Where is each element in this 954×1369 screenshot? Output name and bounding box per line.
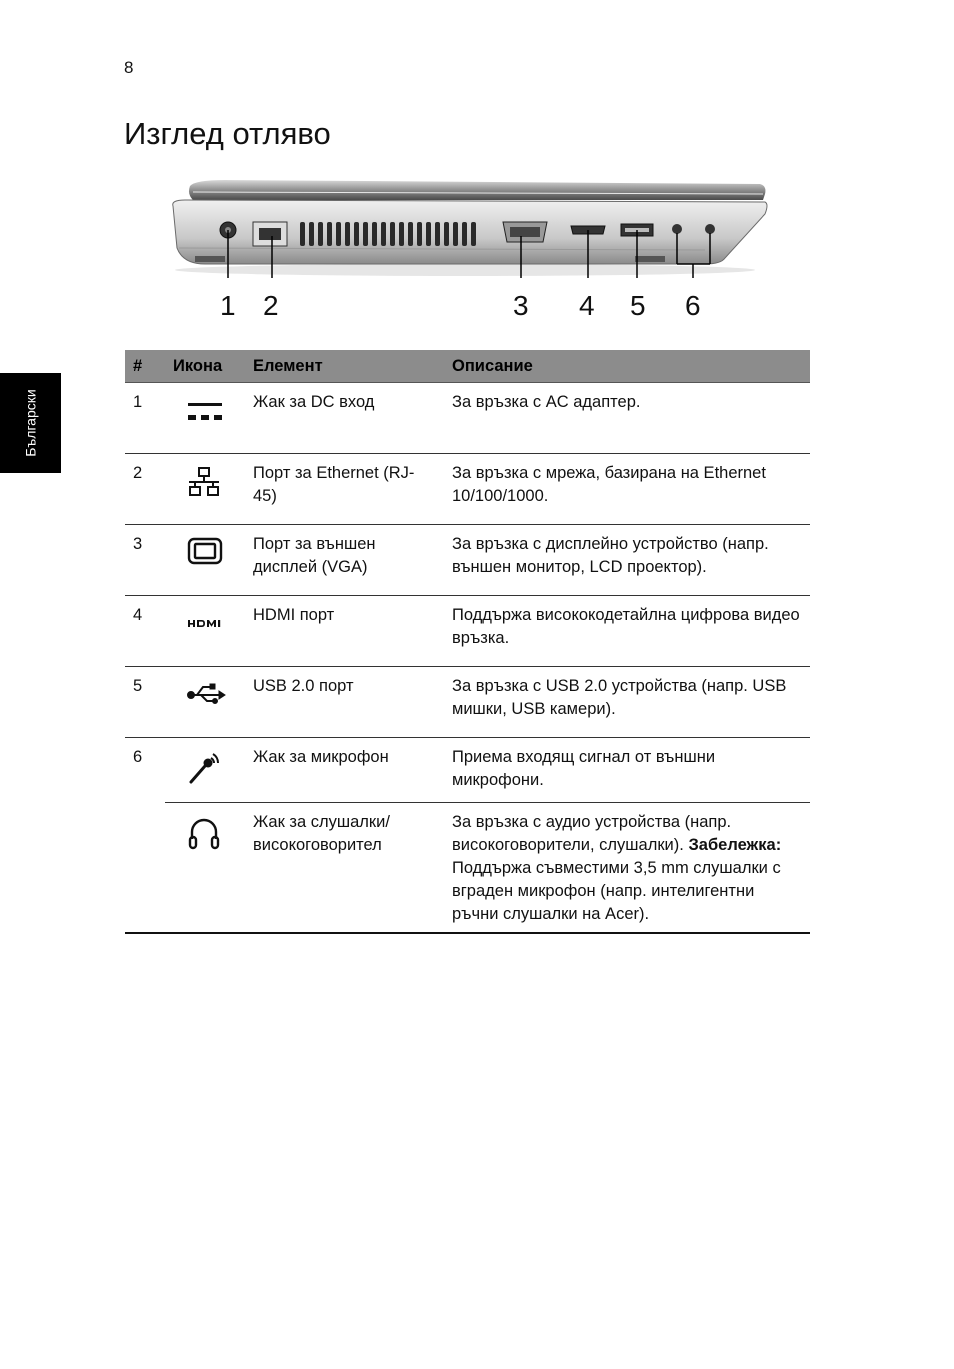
header-description: Описание [444,350,810,383]
callout-1: 1 [220,290,236,321]
row-element: USB 2.0 порт [245,667,444,738]
row-icon [165,454,245,525]
table-row [125,525,810,596]
table-row [125,667,810,738]
row-icon [165,667,245,738]
row-description-text: За връзка с аудио устройства (напр. високоговорители, слушалки). [452,813,732,854]
table-row [125,454,810,525]
page-title: Изглед отляво [124,116,331,151]
row-element: Жак за DC вход [245,383,444,454]
row-icon [165,383,245,454]
row-description: За връзка с мрежа, базирана на Ethernet 10/100/1000. [444,454,810,525]
row-description: Приема входящ сигнал от външни микрофони. [444,738,810,803]
row-element: Жак за микрофон [245,738,444,803]
row-number: 3 [125,525,165,596]
row-number: 4 [125,596,165,667]
callout-3: 3 [513,290,529,321]
row-description [444,803,810,934]
row-icon [165,803,245,934]
table-row [125,383,810,454]
dc-in-icon [187,395,223,423]
usb-icon [187,679,227,707]
headphones-icon [187,815,221,851]
note-text: Поддържа съвместими 3,5 mm слушалки с вграден микрофон (напр. интелигентни ръчни слушалки на Acer). [452,859,781,923]
language-side-tab [0,373,61,473]
table-row [125,596,810,667]
language-side-tab-label: Български [22,389,39,457]
callout-6: 6 [685,290,701,321]
row-element: HDMI порт [245,596,444,667]
ethernet-icon [187,466,221,498]
row-icon [165,738,245,803]
table-row [125,803,810,934]
row-description: Поддържа висококодетайлна цифрова видео връзка. [444,596,810,667]
row-element: Порт за външен дисплей (VGA) [245,525,444,596]
row-description: За връзка с дисплейно устройство (напр. външен монитор, LCD проектор). [444,525,810,596]
table-header-row [125,350,810,383]
row-element: Порт за Ethernet (RJ-45) [245,454,444,525]
row-icon [165,596,245,667]
row-element: Жак за слушалки/ високоговорител [245,803,444,934]
row-number: 5 [125,667,165,738]
row-number: 6 [125,738,165,934]
note-label: Забележка: [688,836,782,854]
callout-5: 5 [630,290,646,321]
laptop-left-side-illustration [165,178,775,278]
vga-icon [187,537,223,565]
table-row [125,738,810,803]
hdmi-icon [187,608,225,632]
row-description: За връзка с USB 2.0 устройства (напр. USB мишки, USB камери). [444,667,810,738]
microphone-icon [187,750,223,786]
callout-2: 2 [263,290,279,321]
header-number: # [125,350,165,383]
callout-numbers [0,290,954,326]
row-number: 2 [125,454,165,525]
header-element: Елемент [245,350,444,383]
callout-4: 4 [579,290,595,321]
header-icon: Икона [165,350,245,383]
row-number: 1 [125,383,165,454]
row-description: За връзка с AC адаптер. [444,383,810,454]
page-number: 8 [124,58,134,77]
row-icon [165,525,245,596]
ports-table [125,350,810,934]
